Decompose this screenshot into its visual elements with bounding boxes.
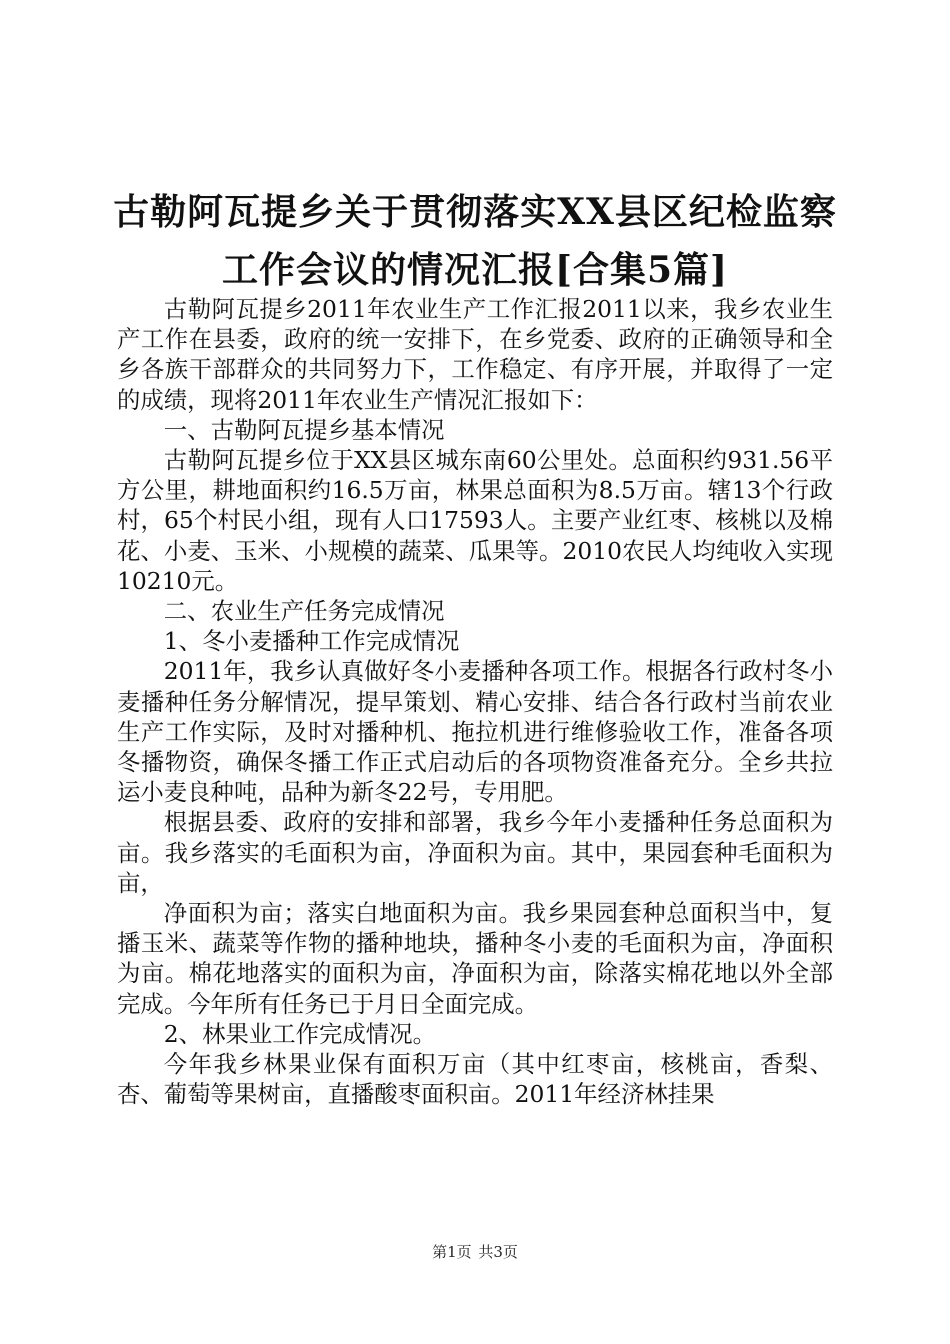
title-line-2: 工作会议的情况汇报[合集5篇] (221, 249, 729, 291)
paragraph-intro: 古勒阿瓦提乡2011年农业生产工作汇报2011以来，我乡农业生产工作在县委，政府的统一安排下，在乡党委、政府的正确领导和全乡各族干部群众的共同努力下，工作稳定、有序开展，并取得了一定的成绩，现将2011年农业生产情况汇报如下： (117, 295, 833, 414)
document-title (110, 183, 840, 299)
paragraph-wheat-sowing: 2011年，我乡认真做好冬小麦播种各项工作。根据各行政村冬小麦播种任务分解情况，提早策划、精心安排、结合各行政村当前农业生产工作实际，及时对播种机、拖拉机进行维修验收工作，准备各项冬播物资，确保冬播工作正式启动后的各项物资准备充分。全乡共拉运小麦良种吨，品种为新冬22号，专用肥。 (117, 657, 833, 807)
page-number: 第1页 (432, 1243, 472, 1261)
page-total: 共3页 (478, 1243, 518, 1261)
section-heading-tasks: 二、农业生产任务完成情况 (163, 597, 445, 626)
subsection-heading-wheat: 1、冬小麦播种工作完成情况 (163, 627, 460, 656)
paragraph-forestry: 今年我乡林果业保有面积万亩（其中红枣亩，核桃亩，香梨、杏、葡萄等果树亩，直播酸枣面积亩。2011年经济林挂果 (117, 1050, 833, 1109)
paragraph-basic-info: 古勒阿瓦提乡位于XX县区城东南60公里处。总面积约931.56平方公里，耕地面积约16.5万亩，林果总面积为8.5万亩。辖13个行政村，65个村民小组，现有人口17593人。主要产业红枣、核桃以及棉花、小麦、玉米、小规模的蔬菜、瓜果等。2010农民人均纯收入实现10210元。 (117, 446, 833, 595)
paragraph-wheat-area: 根据县委、政府的安排和部署，我乡今年小麦播种任务总面积为亩。我乡落实的毛面积为亩，净面积为亩。其中，果园套种毛面积为亩， (117, 808, 833, 897)
document-body (117, 294, 833, 1109)
paragraph-net-area: 净面积为亩；落实白地面积为亩。我乡果园套种总面积当中，复播玉米、蔬菜等作物的播种地块，播种冬小麦的毛面积为亩，净面积为亩。棉花地落实的面积为亩，净面积为亩，除落实棉花地以外全部完成。今年所有任务已于月日全面完成。 (117, 899, 833, 1018)
page-footer (0, 1242, 950, 1262)
section-heading-basic-info: 一、古勒阿瓦提乡基本情况 (163, 415, 445, 444)
subsection-heading-forestry: 2、林果业工作完成情况。 (163, 1019, 436, 1048)
title-line-1: 古勒阿瓦提乡关于贯彻落实XX县区纪检监察 (113, 191, 837, 233)
